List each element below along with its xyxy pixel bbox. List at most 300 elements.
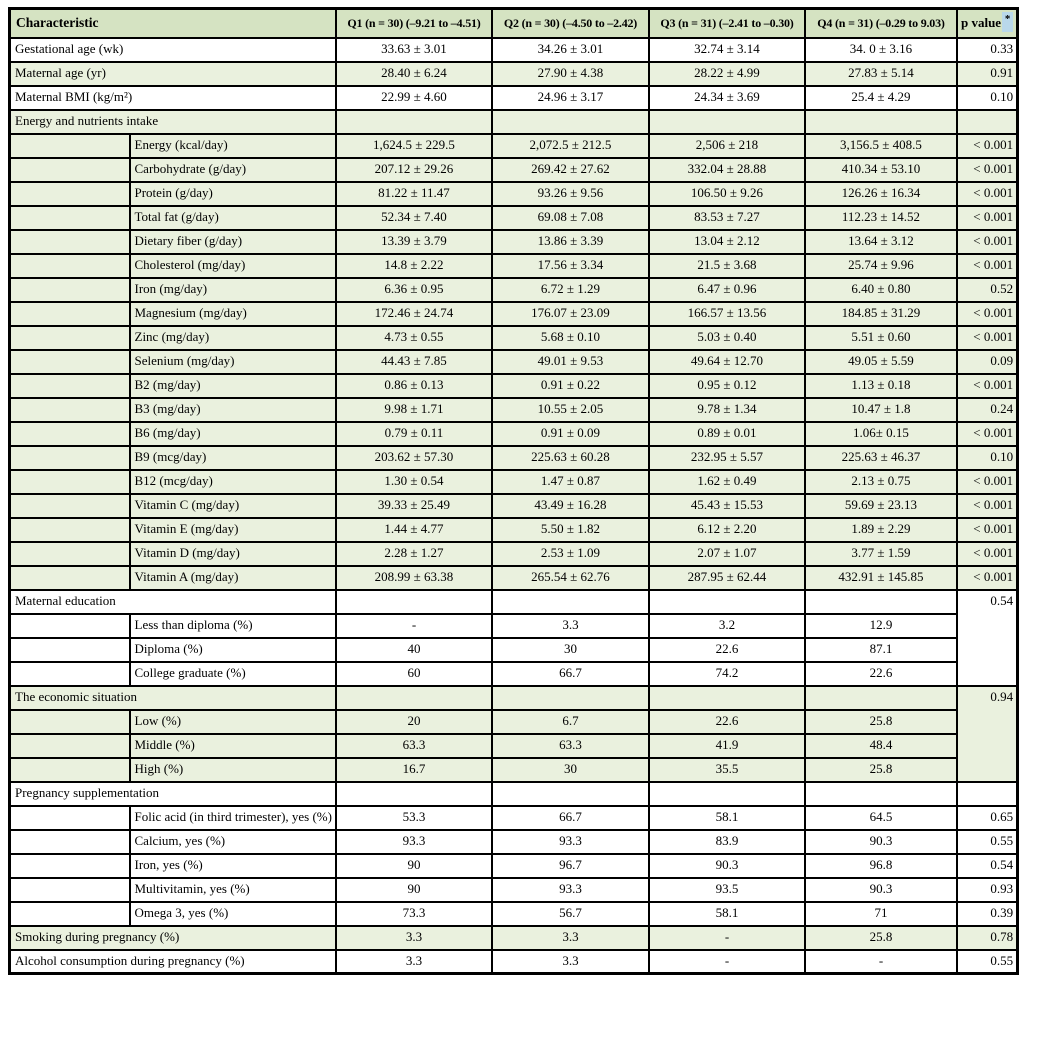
value-cell: 24.96 ± 3.17 [492, 86, 649, 110]
value-cell: 1,624.5 ± 229.5 [336, 134, 492, 158]
value-cell: 24.34 ± 3.69 [649, 86, 805, 110]
value-cell: 25.74 ± 9.96 [805, 254, 957, 278]
row-label: Vitamin E (mg/day) [130, 518, 336, 542]
table-row [10, 878, 1018, 902]
row-label: Dietary fiber (g/day) [130, 230, 336, 254]
row-label: Middle (%) [130, 734, 336, 758]
value-cell: 3.77 ± 1.59 [805, 542, 957, 566]
value-cell [492, 590, 649, 614]
p-value-cell: < 0.001 [957, 326, 1018, 350]
value-cell: 1.62 ± 0.49 [649, 470, 805, 494]
value-cell: - [649, 950, 805, 974]
table-row [10, 590, 1018, 614]
value-cell: 40 [336, 638, 492, 662]
value-cell: 93.26 ± 9.56 [492, 182, 649, 206]
value-cell: 2,506 ± 218 [649, 134, 805, 158]
value-cell: 6.47 ± 0.96 [649, 278, 805, 302]
row-label: Maternal age (yr) [10, 62, 336, 86]
table-row [10, 494, 1018, 518]
header-q2: Q2 (n = 30) (–4.50 to –2.42) [492, 9, 649, 38]
value-cell [336, 590, 492, 614]
row-label: Gestational age (wk) [10, 38, 336, 62]
value-cell: 27.83 ± 5.14 [805, 62, 957, 86]
indent-cell [10, 902, 130, 926]
row-label: Carbohydrate (g/day) [130, 158, 336, 182]
value-cell: 58.1 [649, 806, 805, 830]
value-cell: 27.90 ± 4.38 [492, 62, 649, 86]
table-row [10, 134, 1018, 158]
row-label: Calcium, yes (%) [130, 830, 336, 854]
table-row [10, 854, 1018, 878]
value-cell: 93.3 [492, 878, 649, 902]
row-label: Cholesterol (mg/day) [130, 254, 336, 278]
row-label: B12 (mcg/day) [130, 470, 336, 494]
value-cell: 34.26 ± 3.01 [492, 38, 649, 62]
table-row [10, 326, 1018, 350]
table-row [10, 518, 1018, 542]
row-label: Diploma (%) [130, 638, 336, 662]
value-cell: 43.49 ± 16.28 [492, 494, 649, 518]
value-cell: 93.3 [492, 830, 649, 854]
value-cell [336, 686, 492, 710]
table-row [10, 302, 1018, 326]
p-value-label: p value [960, 14, 1002, 30]
row-label: Folic acid (in third trimester), yes (%) [130, 806, 336, 830]
value-cell: 96.7 [492, 854, 649, 878]
value-cell: - [805, 950, 957, 974]
indent-cell [10, 494, 130, 518]
value-cell: 64.5 [805, 806, 957, 830]
value-cell: 93.3 [336, 830, 492, 854]
value-cell: 96.8 [805, 854, 957, 878]
value-cell: 90.3 [649, 854, 805, 878]
value-cell: 30 [492, 758, 649, 782]
table-row [10, 158, 1018, 182]
value-cell: 81.22 ± 11.47 [336, 182, 492, 206]
value-cell: 39.33 ± 25.49 [336, 494, 492, 518]
indent-cell [10, 422, 130, 446]
value-cell: 225.63 ± 60.28 [492, 446, 649, 470]
value-cell [492, 110, 649, 134]
row-label: Vitamin A (mg/day) [130, 566, 336, 590]
value-cell: 14.8 ± 2.22 [336, 254, 492, 278]
indent-cell [10, 206, 130, 230]
table-row [10, 830, 1018, 854]
value-cell: 1.44 ± 4.77 [336, 518, 492, 542]
value-cell: 2.13 ± 0.75 [805, 470, 957, 494]
table-row [10, 926, 1018, 950]
p-value-cell: 0.24 [957, 398, 1018, 422]
p-value-cell: < 0.001 [957, 422, 1018, 446]
header-q1: Q1 (n = 30) (–9.21 to –4.51) [336, 9, 492, 38]
indent-cell [10, 254, 130, 278]
table-row [10, 182, 1018, 206]
p-value-cell: < 0.001 [957, 542, 1018, 566]
value-cell: 25.8 [805, 758, 957, 782]
value-cell: 17.56 ± 3.34 [492, 254, 649, 278]
value-cell: 66.7 [492, 662, 649, 686]
value-cell [336, 110, 492, 134]
value-cell: 265.54 ± 62.76 [492, 566, 649, 590]
value-cell: 90.3 [805, 878, 957, 902]
row-label: Vitamin D (mg/day) [130, 542, 336, 566]
indent-cell [10, 806, 130, 830]
table-row [10, 38, 1018, 62]
p-value-cell: 0.09 [957, 350, 1018, 374]
value-cell: 73.3 [336, 902, 492, 926]
value-cell: 87.1 [805, 638, 957, 662]
value-cell: 0.91 ± 0.22 [492, 374, 649, 398]
value-cell: 83.9 [649, 830, 805, 854]
p-value-cell: < 0.001 [957, 374, 1018, 398]
p-value-cell: < 0.001 [957, 230, 1018, 254]
table-row [10, 950, 1018, 974]
row-label: Maternal education [10, 590, 336, 614]
value-cell: 5.51 ± 0.60 [805, 326, 957, 350]
value-cell: 0.89 ± 0.01 [649, 422, 805, 446]
p-value-cell: 0.91 [957, 62, 1018, 86]
value-cell: 90 [336, 854, 492, 878]
value-cell [649, 110, 805, 134]
value-cell: 3.3 [492, 950, 649, 974]
value-cell: 13.39 ± 3.79 [336, 230, 492, 254]
value-cell: 112.23 ± 14.52 [805, 206, 957, 230]
value-cell: 6.7 [492, 710, 649, 734]
value-cell: 5.50 ± 1.82 [492, 518, 649, 542]
value-cell: 63.3 [336, 734, 492, 758]
value-cell: 45.43 ± 15.53 [649, 494, 805, 518]
value-cell: 184.85 ± 31.29 [805, 302, 957, 326]
value-cell: 48.4 [805, 734, 957, 758]
indent-cell [10, 230, 130, 254]
table-row [10, 806, 1018, 830]
row-label: Multivitamin, yes (%) [130, 878, 336, 902]
p-value-cell: 0.94 [957, 686, 1018, 782]
value-cell: - [336, 614, 492, 638]
table-row [10, 374, 1018, 398]
row-label: Alcohol consumption during pregnancy (%) [10, 950, 336, 974]
row-label: Iron, yes (%) [130, 854, 336, 878]
value-cell: 9.98 ± 1.71 [336, 398, 492, 422]
indent-cell [10, 710, 130, 734]
row-label: Total fat (g/day) [130, 206, 336, 230]
p-value-cell: < 0.001 [957, 566, 1018, 590]
row-label: Pregnancy supplementation [10, 782, 336, 806]
value-cell: 208.99 ± 63.38 [336, 566, 492, 590]
value-cell [805, 782, 957, 806]
p-value-cell: < 0.001 [957, 158, 1018, 182]
table-row [10, 86, 1018, 110]
indent-cell [10, 446, 130, 470]
table-row [10, 734, 1018, 758]
p-value-cell [957, 782, 1018, 806]
value-cell: 49.64 ± 12.70 [649, 350, 805, 374]
row-label: High (%) [130, 758, 336, 782]
table-row [10, 110, 1018, 134]
value-cell: 106.50 ± 9.26 [649, 182, 805, 206]
value-cell [492, 782, 649, 806]
value-cell: 3.3 [492, 614, 649, 638]
header-q3: Q3 (n = 31) (–2.41 to –0.30) [649, 9, 805, 38]
value-cell: 71 [805, 902, 957, 926]
value-cell: 4.73 ± 0.55 [336, 326, 492, 350]
value-cell: 12.9 [805, 614, 957, 638]
value-cell: 28.40 ± 6.24 [336, 62, 492, 86]
table-row [10, 398, 1018, 422]
value-cell [492, 686, 649, 710]
table-row [10, 62, 1018, 86]
p-value-cell: 0.54 [957, 590, 1018, 686]
row-label: Selenium (mg/day) [130, 350, 336, 374]
value-cell: 20 [336, 710, 492, 734]
value-cell: 0.86 ± 0.13 [336, 374, 492, 398]
table-row [10, 662, 1018, 686]
table-row [10, 782, 1018, 806]
table-row [10, 614, 1018, 638]
value-cell [649, 782, 805, 806]
value-cell: 2,072.5 ± 212.5 [492, 134, 649, 158]
value-cell [649, 686, 805, 710]
value-cell: 6.72 ± 1.29 [492, 278, 649, 302]
value-cell: 225.63 ± 46.37 [805, 446, 957, 470]
value-cell: 22.6 [649, 710, 805, 734]
value-cell: 74.2 [649, 662, 805, 686]
value-cell: 269.42 ± 27.62 [492, 158, 649, 182]
value-cell: 41.9 [649, 734, 805, 758]
value-cell [805, 590, 957, 614]
p-value-cell: 0.54 [957, 854, 1018, 878]
p-value-cell [957, 110, 1018, 134]
value-cell: 432.91 ± 145.85 [805, 566, 957, 590]
value-cell: 90.3 [805, 830, 957, 854]
value-cell: 28.22 ± 4.99 [649, 62, 805, 86]
value-cell: 59.69 ± 23.13 [805, 494, 957, 518]
value-cell: 0.91 ± 0.09 [492, 422, 649, 446]
indent-cell [10, 566, 130, 590]
value-cell: 33.63 ± 3.01 [336, 38, 492, 62]
value-cell: - [649, 926, 805, 950]
value-cell: 13.86 ± 3.39 [492, 230, 649, 254]
p-value-cell: < 0.001 [957, 206, 1018, 230]
value-cell: 52.34 ± 7.40 [336, 206, 492, 230]
p-value-cell: 0.65 [957, 806, 1018, 830]
value-cell: 6.12 ± 2.20 [649, 518, 805, 542]
value-cell [649, 590, 805, 614]
indent-cell [10, 854, 130, 878]
value-cell: 9.78 ± 1.34 [649, 398, 805, 422]
table-header [10, 9, 1018, 38]
value-cell: 6.40 ± 0.80 [805, 278, 957, 302]
indent-cell [10, 518, 130, 542]
value-cell: 60 [336, 662, 492, 686]
row-label: B3 (mg/day) [130, 398, 336, 422]
table-row [10, 758, 1018, 782]
indent-cell [10, 398, 130, 422]
header-row [10, 9, 1018, 38]
value-cell: 25.8 [805, 710, 957, 734]
value-cell: 56.7 [492, 902, 649, 926]
header-p-value [957, 9, 1018, 38]
value-cell: 25.4 ± 4.29 [805, 86, 957, 110]
footnote-asterisk-highlight [1002, 12, 1013, 32]
value-cell: 3.2 [649, 614, 805, 638]
indent-cell [10, 830, 130, 854]
table-row [10, 902, 1018, 926]
value-cell: 21.5 ± 3.68 [649, 254, 805, 278]
row-label: Low (%) [130, 710, 336, 734]
value-cell: 3.3 [336, 950, 492, 974]
indent-cell [10, 734, 130, 758]
row-label: College graduate (%) [130, 662, 336, 686]
value-cell: 22.99 ± 4.60 [336, 86, 492, 110]
value-cell: 332.04 ± 28.88 [649, 158, 805, 182]
value-cell: 287.95 ± 62.44 [649, 566, 805, 590]
header-q4: Q4 (n = 31) (–0.29 to 9.03) [805, 9, 957, 38]
value-cell: 35.5 [649, 758, 805, 782]
table-row [10, 230, 1018, 254]
header-characteristic: Characteristic [10, 9, 336, 38]
p-value-cell: 0.52 [957, 278, 1018, 302]
value-cell: 3.3 [336, 926, 492, 950]
value-cell: 203.62 ± 57.30 [336, 446, 492, 470]
row-label: Less than diploma (%) [130, 614, 336, 638]
value-cell [805, 686, 957, 710]
value-cell: 1.30 ± 0.54 [336, 470, 492, 494]
table-row [10, 710, 1018, 734]
value-cell: 32.74 ± 3.14 [649, 38, 805, 62]
row-label: Omega 3, yes (%) [130, 902, 336, 926]
table-row [10, 422, 1018, 446]
p-value-cell: 0.10 [957, 86, 1018, 110]
table-row [10, 206, 1018, 230]
table-row [10, 446, 1018, 470]
p-value-cell: 0.39 [957, 902, 1018, 926]
value-cell: 1.89 ± 2.29 [805, 518, 957, 542]
value-cell: 1.13 ± 0.18 [805, 374, 957, 398]
value-cell: 63.3 [492, 734, 649, 758]
table-row [10, 566, 1018, 590]
value-cell [805, 110, 957, 134]
value-cell: 0.79 ± 0.11 [336, 422, 492, 446]
indent-cell [10, 350, 130, 374]
value-cell: 207.12 ± 29.26 [336, 158, 492, 182]
indent-cell [10, 878, 130, 902]
value-cell: 10.47 ± 1.8 [805, 398, 957, 422]
value-cell: 172.46 ± 24.74 [336, 302, 492, 326]
value-cell: 44.43 ± 7.85 [336, 350, 492, 374]
row-label: The economic situation [10, 686, 336, 710]
value-cell [336, 782, 492, 806]
value-cell: 58.1 [649, 902, 805, 926]
table-row [10, 350, 1018, 374]
value-cell: 13.04 ± 2.12 [649, 230, 805, 254]
value-cell: 25.8 [805, 926, 957, 950]
value-cell: 13.64 ± 3.12 [805, 230, 957, 254]
footnote-asterisk: * [1004, 12, 1011, 25]
value-cell: 10.55 ± 2.05 [492, 398, 649, 422]
row-label: Smoking during pregnancy (%) [10, 926, 336, 950]
indent-cell [10, 758, 130, 782]
row-label: Maternal BMI (kg/m²) [10, 86, 336, 110]
value-cell: 1.47 ± 0.87 [492, 470, 649, 494]
table-row [10, 686, 1018, 710]
p-value-cell: < 0.001 [957, 494, 1018, 518]
value-cell: 2.53 ± 1.09 [492, 542, 649, 566]
indent-cell [10, 542, 130, 566]
row-label: B6 (mg/day) [130, 422, 336, 446]
value-cell: 22.6 [649, 638, 805, 662]
value-cell: 90 [336, 878, 492, 902]
p-value-cell: 0.93 [957, 878, 1018, 902]
value-cell: 3.3 [492, 926, 649, 950]
characteristics-table [8, 7, 1019, 975]
value-cell: 53.3 [336, 806, 492, 830]
value-cell: 232.95 ± 5.57 [649, 446, 805, 470]
p-value-cell: < 0.001 [957, 518, 1018, 542]
value-cell: 6.36 ± 0.95 [336, 278, 492, 302]
row-label: Zinc (mg/day) [130, 326, 336, 350]
table-row [10, 470, 1018, 494]
value-cell: 34. 0 ± 3.16 [805, 38, 957, 62]
value-cell: 69.08 ± 7.08 [492, 206, 649, 230]
indent-cell [10, 134, 130, 158]
table-row [10, 278, 1018, 302]
value-cell: 49.01 ± 9.53 [492, 350, 649, 374]
table-row [10, 542, 1018, 566]
indent-cell [10, 614, 130, 638]
row-label: B2 (mg/day) [130, 374, 336, 398]
value-cell: 5.03 ± 0.40 [649, 326, 805, 350]
row-label: Energy (kcal/day) [130, 134, 336, 158]
row-label: Iron (mg/day) [130, 278, 336, 302]
p-value-cell: < 0.001 [957, 254, 1018, 278]
p-value-cell: 0.78 [957, 926, 1018, 950]
value-cell: 166.57 ± 13.56 [649, 302, 805, 326]
value-cell: 49.05 ± 5.59 [805, 350, 957, 374]
row-label: Vitamin C (mg/day) [130, 494, 336, 518]
indent-cell [10, 278, 130, 302]
p-value-cell: 0.55 [957, 950, 1018, 974]
value-cell: 30 [492, 638, 649, 662]
indent-cell [10, 326, 130, 350]
value-cell: 16.7 [336, 758, 492, 782]
p-value-cell: < 0.001 [957, 182, 1018, 206]
indent-cell [10, 662, 130, 686]
value-cell: 2.07 ± 1.07 [649, 542, 805, 566]
value-cell: 93.5 [649, 878, 805, 902]
value-cell: 22.6 [805, 662, 957, 686]
row-label: Protein (g/day) [130, 182, 336, 206]
p-value-cell: 0.55 [957, 830, 1018, 854]
value-cell: 126.26 ± 16.34 [805, 182, 957, 206]
value-cell: 83.53 ± 7.27 [649, 206, 805, 230]
value-cell: 2.28 ± 1.27 [336, 542, 492, 566]
p-value-cell: < 0.001 [957, 134, 1018, 158]
indent-cell [10, 302, 130, 326]
indent-cell [10, 182, 130, 206]
row-label: Magnesium (mg/day) [130, 302, 336, 326]
table-row [10, 638, 1018, 662]
p-value-cell: < 0.001 [957, 302, 1018, 326]
row-label: Energy and nutrients intake [10, 110, 336, 134]
p-value-cell: 0.33 [957, 38, 1018, 62]
indent-cell [10, 638, 130, 662]
p-value-cell: < 0.001 [957, 470, 1018, 494]
value-cell: 176.07 ± 23.09 [492, 302, 649, 326]
value-cell: 0.95 ± 0.12 [649, 374, 805, 398]
value-cell: 66.7 [492, 806, 649, 830]
value-cell: 1.06± 0.15 [805, 422, 957, 446]
